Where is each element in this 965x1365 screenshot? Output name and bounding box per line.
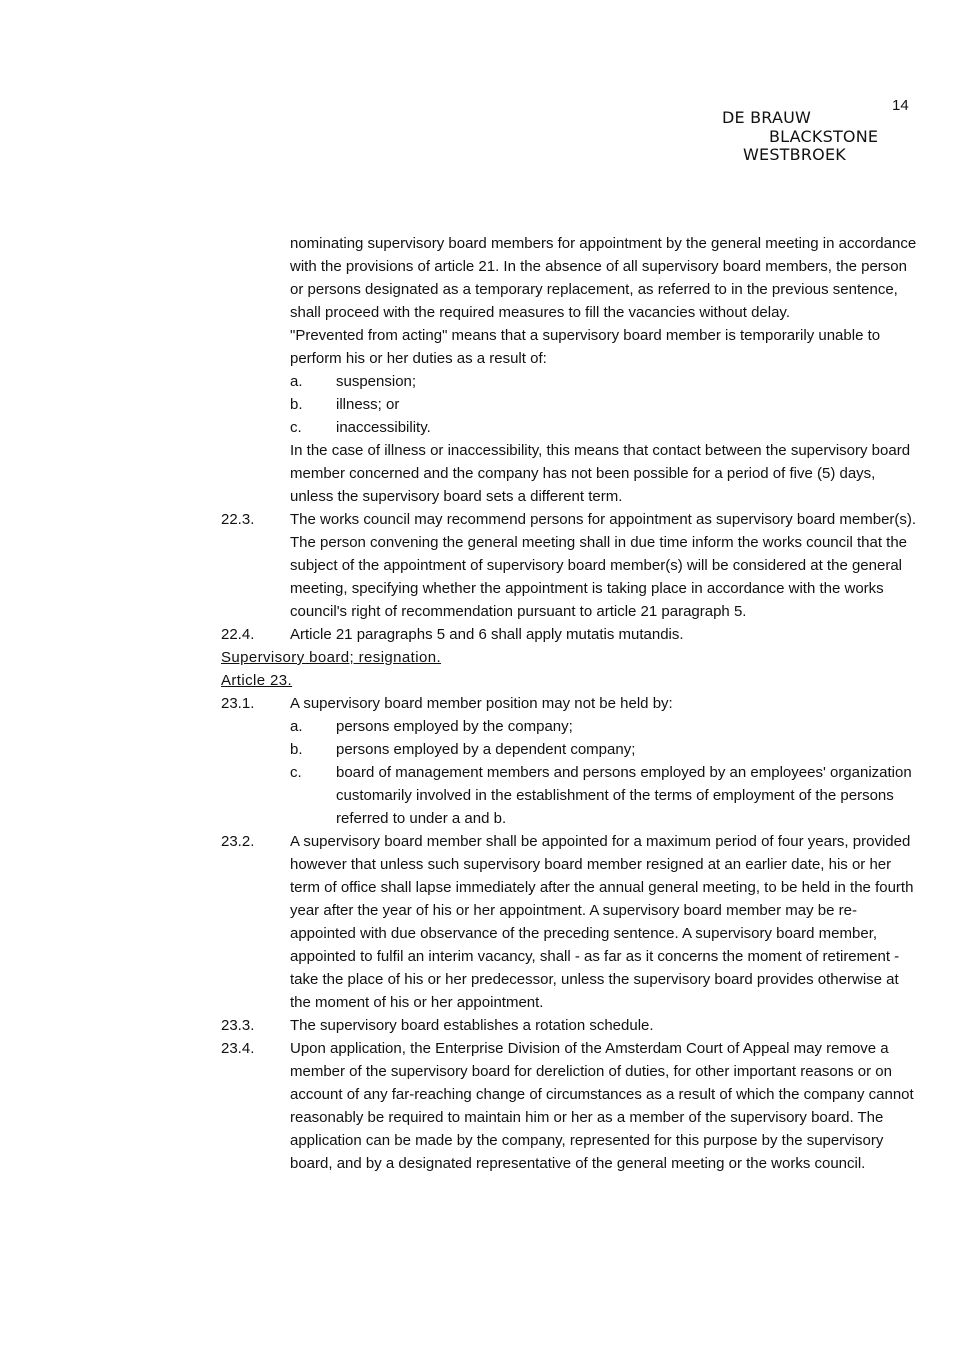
list-item (221, 393, 921, 416)
paragraph-text: A supervisory board member position may not be held by: (290, 695, 673, 712)
list-item-label: a. (290, 718, 303, 735)
prevented-after: In the case of illness or inaccessibility, this means that contact between the supervisory board member concerned and the company has not been possible for a period of five (5) days, unless the supervisory board sets a different term. (290, 442, 911, 505)
list-item-label: c. (290, 419, 302, 436)
paragraph-text: Article 21 paragraphs 5 and 6 shall apply mutatis mutandis. (290, 626, 684, 643)
paragraph-number: 23.4. (221, 1040, 255, 1057)
prevented-intro: "Prevented from acting" means that a supervisory board member is temporarily unable to perform his or her duties as a result of: (290, 327, 881, 367)
logo-line-3: WESTBROEK (743, 145, 846, 164)
list-item-label: c. (290, 764, 302, 781)
list-item-label: b. (290, 396, 303, 413)
section-title: Supervisory board; resignation. (221, 649, 442, 666)
paragraph-23-1 (221, 692, 921, 715)
paragraph-23-4 (221, 1037, 921, 1175)
list-item (221, 738, 921, 761)
list-item (221, 761, 921, 830)
paragraph-23-2 (221, 830, 921, 1014)
paragraph-text: The works council may recommend persons for appointment as supervisory board member(s). The person convening the general meeting shall in due time inform the works council that the subject of the appointment of supervisory board member(s) will be considered at the general meeting, specifying whether the appointment is taking place in accordance with the works council's right of recommendation pursuant to article 21 paragraph 5. (290, 511, 917, 620)
article-title: Article 23. (221, 672, 293, 689)
paragraph-text: A supervisory board member shall be appointed for a maximum period of four years, provided however that unless such supervisory board member resigned at an earlier date, his or her term of office shall lapse immediately after the annual general meeting, to be held in the fourth year after the year of his or her appointment. A supervisory board member may be re-appointed with due observance of the preceding sentence. A supervisory board member, appointed to fulfil an interim vacancy, shall - as far as it concerns the moment of retirement - take the place of his or her predecessor, unless the supervisory board provides otherwise at the moment of his or her appointment. (290, 833, 914, 1011)
list-item-text: illness; or (336, 396, 400, 413)
document-body (221, 232, 921, 1175)
paragraph-22-4 (221, 623, 921, 646)
list-item-text: board of management members and persons employed by an employees' organization customarily involved in the establishment of the terms of employment of the persons referred to under a and b. (336, 764, 912, 827)
list-item-text: suspension; (336, 373, 417, 390)
list-item-label: b. (290, 741, 303, 758)
paragraph-number: 23.2. (221, 833, 255, 850)
paragraph-23-3 (221, 1014, 921, 1037)
paragraph-22-3 (221, 508, 921, 623)
list-item (221, 416, 921, 439)
list-item-label: a. (290, 373, 303, 390)
firm-logo (722, 109, 878, 165)
logo-line-2: BLACKSTONE (769, 126, 879, 146)
paragraph-text: Upon application, the Enterprise Division of the Amsterdam Court of Appeal may remove a member of the supervisory board for dereliction of duties, for other important reasons or on account of any far-reaching change of circumstances as a result of which the company cannot reasonably be required to maintain him or her as a member of the supervisory board. The application can be made by the company, represented for this purpose by the supervisory board, and by a designated representative of the general meeting or the works council. (290, 1040, 914, 1172)
paragraph-text: The supervisory board establishes a rotation schedule. (290, 1017, 654, 1034)
list-item-text: persons employed by a dependent company; (336, 741, 636, 758)
paragraph-number: 22.3. (221, 511, 255, 528)
continuation-paragraph: nominating supervisory board members for appointment by the general meeting in accordance with the provisions of article 21. In the absence of all supervisory board members, the person or persons designated as a temporary replacement, as referred to in the previous sentence, shall proceed with the required measures to fill the vacancies without delay. (290, 235, 917, 321)
paragraph-number: 22.4. (221, 626, 255, 643)
list-item-text: inaccessibility. (336, 419, 431, 436)
logo-line-1: DE BRAUW (722, 108, 812, 127)
paragraph-number: 23.1. (221, 695, 255, 712)
paragraph-number: 23.3. (221, 1017, 255, 1034)
list-item (221, 715, 921, 738)
list-item (221, 370, 921, 393)
page-number: 14 (892, 97, 909, 114)
list-item-text: persons employed by the company; (336, 718, 573, 735)
